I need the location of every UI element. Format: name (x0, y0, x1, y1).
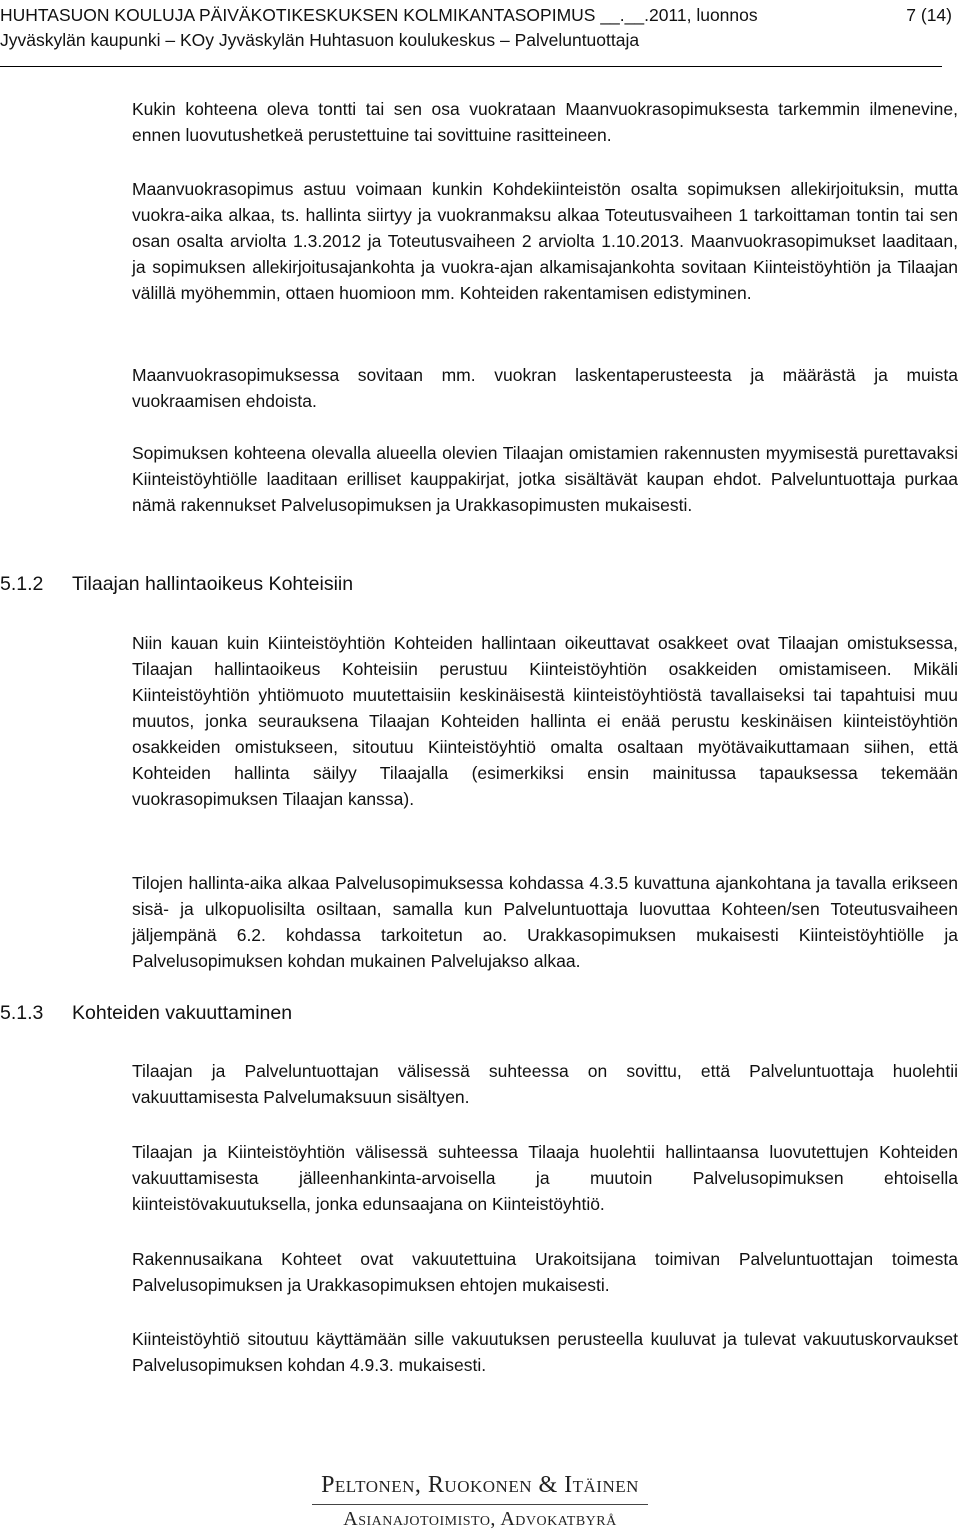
section-number: 5.1.3 (0, 1002, 44, 1024)
document-header-parties: Jyväskylän kaupunki – KOy Jyväskylän Huhtasuon koulukeskus – Palveluntuottaja (0, 30, 640, 50)
law-firm-logo-name: Peltonen, Ruokonen & Itäinen (321, 1472, 639, 1498)
header-title-text: HUHTASUON KOULUJA PÄIVÄKOTIKESKUKSEN KOLMIKANTASOPIMUS __.__.2011, luonnos (0, 5, 758, 25)
section-heading-5-1-3 (0, 1000, 292, 1026)
header-divider (0, 66, 942, 67)
paragraph-lease-terms: Maanvuokrasopimuksessa sovitaan mm. vuokran laskentaperusteesta ja määrästä ja muista vuokraamisen ehdoista. (132, 365, 958, 411)
logo-divider (312, 1504, 648, 1505)
paragraph-building-sale: Sopimuksen kohteena olevalla alueella olevien Tilaajan omistamien rakennusten myymisestä purettavaksi Kiinteistöyhtiölle laaditaan erilliset kauppakirjat, jotka sisältävät kaupan ehdot. Palveluntuottaja purkaa nämä rakennukset Palvelusopimuksen ja Urakkasopimusten mukaisesti. (132, 443, 958, 515)
document-header-title (0, 3, 960, 27)
paragraph-premises-handover: Tilojen hallinta-aika alkaa Palvelusopimuksessa kohdassa 4.3.5 kuvattuna ajankohtana ja tavalla erikseen sisä- ja ulkopuolisilta osiltaan, samalla kun Palveluntuottaja luovuttaa Kohteen/sen Toteutusvaiheen jäljempänä 6.2. kohdassa tarkoitetun ao. Urakkasopimuksen mukaisesti Kiinteistöyhtiölle ja Palvelusopimuksen kohdan mukainen Palvelujakso alkaa. (132, 873, 958, 971)
section-title: Kohteiden vakuuttaminen (72, 1002, 293, 1024)
section-title: Tilaajan hallintaoikeus Kohteisiin (72, 573, 354, 595)
paragraph-management-rights: Niin kauan kuin Kiinteistöyhtiön Kohteiden hallintaan oikeuttavat osakkeet ovat Tilaajan omistuksessa, Tilaajan hallintaoikeus Kohteisiin perustuu Kiinteistöyhtiön osakkeiden omistamiseen. Mikäli Kiinteistöyhtiön yhtiömuoto muutettaisiin keskinäisestä kiinteistöyhtiöstä tavallaiseksi tai tapahtuisi muu muutos, jonka seurauksena Tilaajan Kohteiden hallinta ei enää perustu keskinäisen kiinteistöyhtiön osakkeiden omistukseen, sitoutuu Kiinteistöyhtiö omalta osaltaan myötävaikuttamaan siihen, että Kohteiden hallinta säilyy Tilaajalla (esimerkiksi ensin mainitussa tapauksessa tekemään vuokrasopimuksen Tilaajan kanssa). (132, 633, 958, 809)
paragraph-property-insurance: Tilaajan ja Kiinteistöyhtiön välisessä suhteessa Tilaaja huolehtii hallintaansa luovutettujen Kohteiden vakuuttamisesta jälleenhankinta-arvoisella ja muutoin Palvelusopimuksen ehtoisella kiinteistövakuutuksella, jonka edunsaajana on Kiinteistöyhtiö. (132, 1142, 958, 1214)
paragraph-land-lease-scope: Kukin kohteena oleva tontti tai sen osa vuokrataan Maanvuokrasopimuksesta tarkemmin ilmenevine, ennen luovutushetkeä perustettuine tai sovittuine rasitteineen. (132, 99, 958, 145)
paragraph-insurance-service-fee: Tilaajan ja Palveluntuottajan välisessä suhteessa on sovittu, että Palveluntuottaja huolehtii vakuuttamisesta Palvelumaksuun sisältyen. (132, 1061, 958, 1107)
section-heading-5-1-2 (0, 571, 353, 597)
paragraph-construction-insurance: Rakennusaikana Kohteet ovat vakuutettuina Urakoitsijana toimivan Palveluntuottajan toimesta Palvelusopimuksen ja Urakkasopimuksen ehtojen mukaisesti. (132, 1249, 958, 1295)
paragraph-lease-start: Maanvuokrasopimus astuu voimaan kunkin Kohdekiinteistön osalta sopimuksen allekirjoituksin, mutta vuokra-aika alkaa, ts. hallinta siirtyy ja vuokranmaksu alkaa Toteutusvaiheen 1 tarkoittaman tontin tai sen osan osalta arviolta 1.3.2012 ja Toteutusvaiheen 2 arviolta 1.10.2013. Maanvuokrasopimukset laaditaan, ja sopimuksen allekirjoitusajankohta ja vuokra-ajan alkamisajankohta sovitaan Kiinteistöyhtiön ja Tilaajan välillä myöhemmin, ottaen huomioon mm. Kohteiden rakentamisen edistyminen. (132, 179, 958, 303)
page-number: 7 (14) (906, 5, 952, 25)
section-number: 5.1.2 (0, 573, 44, 595)
law-firm-logo-subtitle: Asianajotoimisto, Advokatbyrå (343, 1508, 617, 1530)
paragraph-insurance-compensation: Kiinteistöyhtiö sitoutuu käyttämään sille vakuutuksen perusteella kuuluvat ja tulevat vakuutuskorvaukset Palvelusopimuksen kohdan 4.9.3. mukaisesti. (132, 1329, 958, 1375)
